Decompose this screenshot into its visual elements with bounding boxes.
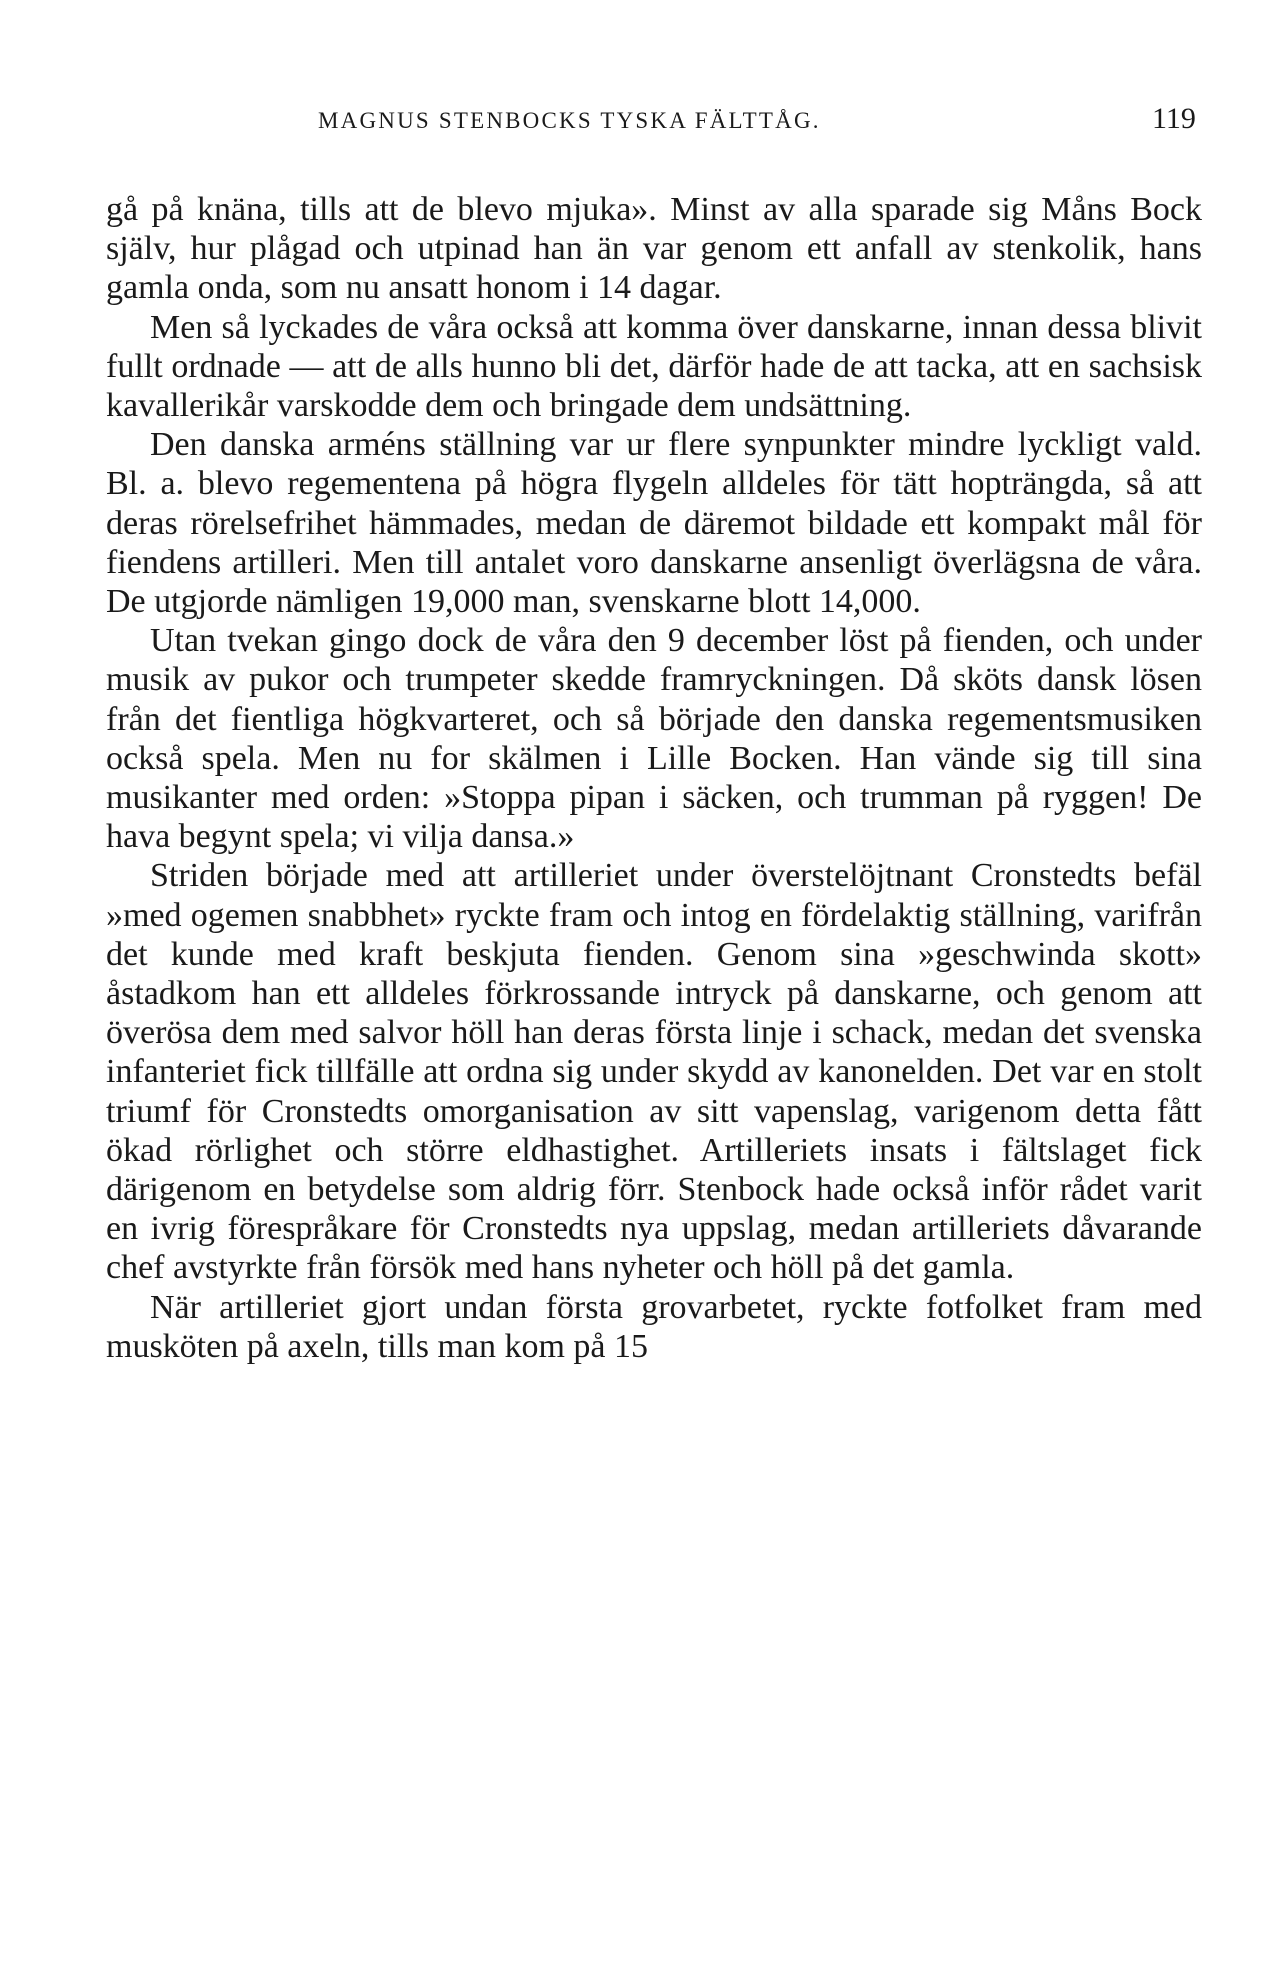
paragraph: Striden började med att artilleriet under överstelöjtnant Cronstedts befäl »med ogemen snabbhet» ryckte fram och intog en fördelaktig ställning, varifrån det kunde med kraft beskjuta fienden. Genom sina »geschwinda skott» åstadkom han ett alldeles förkrossande intryck på danskarne, och genom att överösa dem med salvor höll han deras första linje i schack, medan det svenska infanteriet fick tillfälle att ordna sig under skydd av kanonelden. Det var en stolt triumf för Cronstedts omorganisation av sitt vapenslag, varigenom detta fått ökad rörlighet och större eldhastighet. Artilleriets insats i fältslaget fick därigenom en betydelse som aldrig förr. Stenbock hade också inför rådet varit en ivrig förespråkare för Cronstedts nya uppslag, medan artilleriets dåvarande chef avstyrkte från försök med hans nyheter och höll på det gamla.	[106, 857, 1202, 1287]
page-number: 119	[1152, 102, 1196, 135]
paragraph: Utan tvekan gingo dock de våra den 9 december löst på fienden, och under musik av pukor och trumpeter skedde framryckningen. Då sköts dansk lösen från det fientliga högkvarteret, och så började den danska regementsmusiken också spela. Men nu for skälmen i Lille Bocken. Han vände sig till sina musikanter med orden: »Stoppa pipan i säcken, och trumman på ryggen! De hava begynt spela; vi vilja dansa.»	[106, 622, 1202, 856]
paragraph-continued: gå på knäna, tills att de blevo mjuka». Minst av alla sparade sig Måns Bock själv, hur plågad och utpinad han än var genom ett anfall av stenkolik, hans gamla onda, som nu ansatt honom i 14 dagar.	[106, 191, 1202, 307]
running-head-title: MAGNUS STENBOCKS TYSKA FÄLTTÅG.	[318, 108, 821, 133]
paragraph: När artilleriet gjort undan första grovarbetet, ryckte fotfolket fram med musköten på axeln, tills man kom på 15	[106, 1288, 1202, 1365]
body-text	[106, 190, 1202, 1366]
paragraph: Den danska arméns ställning var ur flere synpunkter mindre lyckligt vald. Bl. a. blevo regementena på högra flygeln alldeles för tätt hopträngda, så att deras rörelsefrihet hämmades, medan de däremot bildade ett kompakt mål för fiendens artilleri. Men till antalet voro danskarne ansenligt överlägsna de våra. De utgjorde nämligen 19,000 man, svenskarne blott 14,000.	[106, 426, 1202, 621]
paragraph: Men så lyckades de våra också att komma över danskarne, innan dessa blivit fullt ordnade — att de alls hunno bli det, därför hade de att tacka, att en sachsisk kavallerikår varskodde dem och bringade dem undsättning.	[106, 308, 1202, 425]
